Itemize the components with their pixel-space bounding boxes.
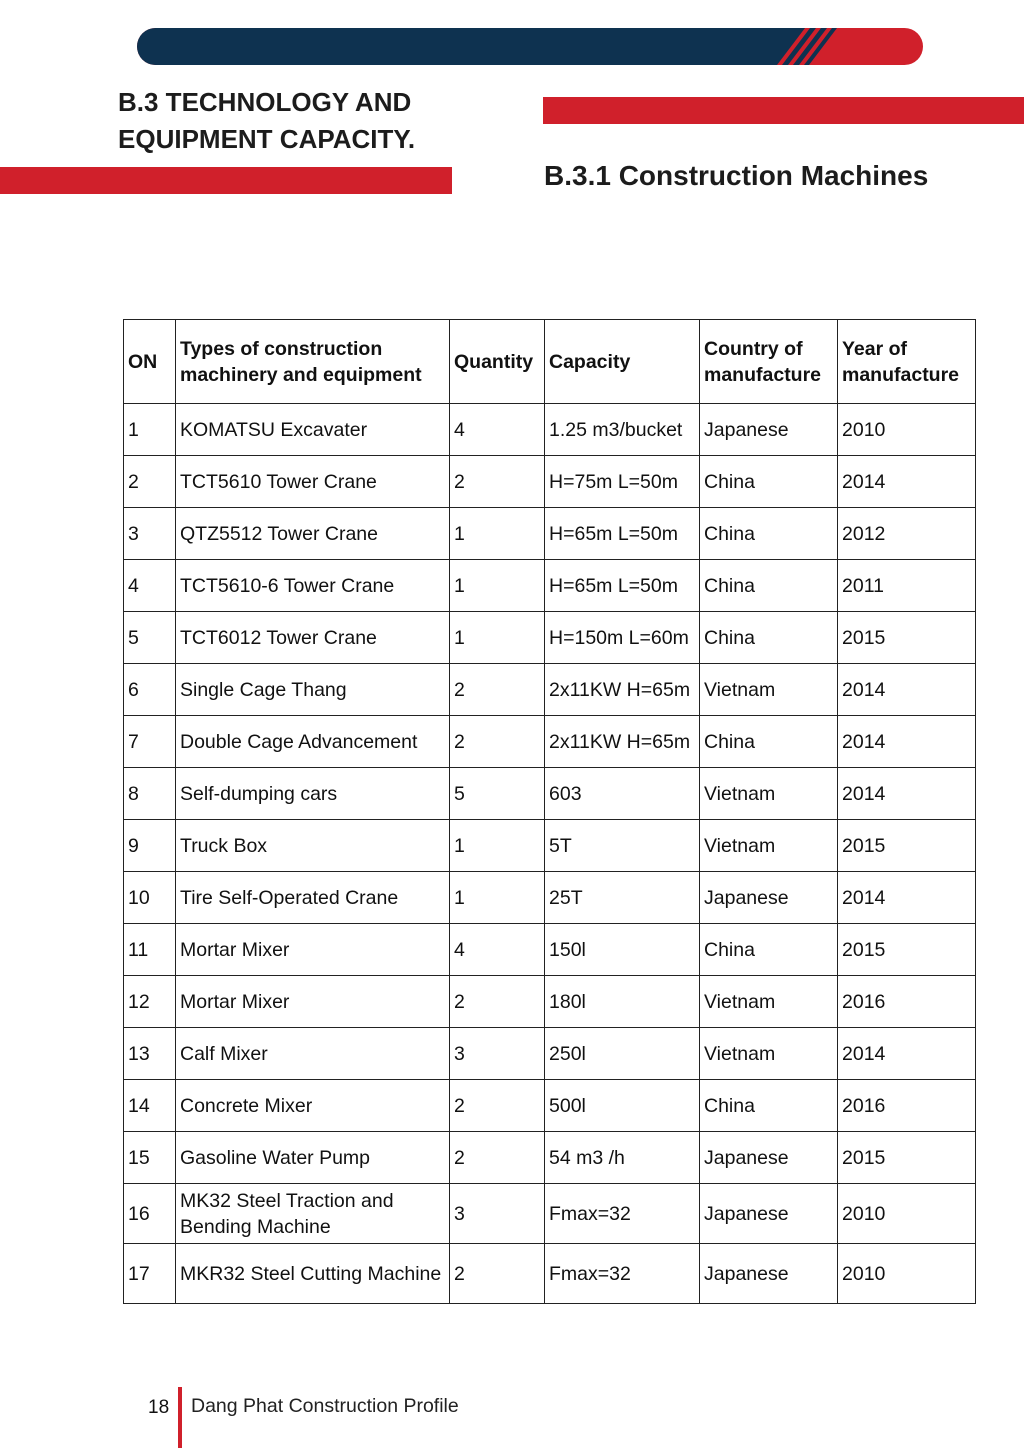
cell-capacity: 54 m3 /h bbox=[545, 1132, 700, 1184]
cell-country: Vietnam bbox=[700, 768, 838, 820]
header-quantity: Quantity bbox=[450, 320, 545, 404]
cell-capacity: H=75m L=50m bbox=[545, 456, 700, 508]
red-accent-bar-left bbox=[0, 167, 452, 194]
cell-capacity: 2x11KW H=65m bbox=[545, 664, 700, 716]
cell-country: Vietnam bbox=[700, 1028, 838, 1080]
cell-year: 2014 bbox=[838, 456, 976, 508]
table-row bbox=[124, 1028, 976, 1080]
cell-year: 2011 bbox=[838, 560, 976, 612]
cell-type: Tire Self-Operated Crane bbox=[176, 872, 450, 924]
cell-type: Self-dumping cars bbox=[176, 768, 450, 820]
header-year: Year of manufacture bbox=[838, 320, 976, 404]
cell-country: China bbox=[700, 456, 838, 508]
table-row bbox=[124, 1132, 976, 1184]
cell-on: 2 bbox=[124, 456, 176, 508]
cell-on: 9 bbox=[124, 820, 176, 872]
cell-on: 6 bbox=[124, 664, 176, 716]
cell-on: 14 bbox=[124, 1080, 176, 1132]
header-on: ON bbox=[124, 320, 176, 404]
cell-quantity: 2 bbox=[450, 1080, 545, 1132]
cell-year: 2014 bbox=[838, 1028, 976, 1080]
footer-title: Dang Phat Construction Profile bbox=[191, 1395, 459, 1417]
cell-type: Truck Box bbox=[176, 820, 450, 872]
cell-quantity: 3 bbox=[450, 1028, 545, 1080]
cell-type: Calf Mixer bbox=[176, 1028, 450, 1080]
header-type: Types of construction machinery and equipment bbox=[176, 320, 450, 404]
table-row bbox=[124, 924, 976, 976]
cell-capacity: 1.25 m3/bucket bbox=[545, 404, 700, 456]
cell-capacity: 5T bbox=[545, 820, 700, 872]
cell-on: 16 bbox=[124, 1184, 176, 1244]
cell-country: China bbox=[700, 560, 838, 612]
cell-year: 2014 bbox=[838, 664, 976, 716]
cell-capacity: 150l bbox=[545, 924, 700, 976]
cell-on: 17 bbox=[124, 1244, 176, 1304]
cell-quantity: 2 bbox=[450, 976, 545, 1028]
cell-country: Japanese bbox=[700, 1184, 838, 1244]
cell-quantity: 1 bbox=[450, 872, 545, 924]
cell-quantity: 4 bbox=[450, 404, 545, 456]
cell-type: TCT5610-6 Tower Crane bbox=[176, 560, 450, 612]
cell-type: Concrete Mixer bbox=[176, 1080, 450, 1132]
cell-year: 2015 bbox=[838, 924, 976, 976]
cell-quantity: 2 bbox=[450, 1244, 545, 1304]
cell-country: China bbox=[700, 508, 838, 560]
table-header-row bbox=[124, 320, 976, 404]
cell-year: 2014 bbox=[838, 716, 976, 768]
cell-country: Vietnam bbox=[700, 664, 838, 716]
cell-capacity: 180l bbox=[545, 976, 700, 1028]
cell-quantity: 4 bbox=[450, 924, 545, 976]
cell-on: 15 bbox=[124, 1132, 176, 1184]
table-row bbox=[124, 716, 976, 768]
cell-year: 2012 bbox=[838, 508, 976, 560]
cell-country: China bbox=[700, 716, 838, 768]
cell-year: 2010 bbox=[838, 1244, 976, 1304]
table-row bbox=[124, 1184, 976, 1244]
cell-on: 1 bbox=[124, 404, 176, 456]
cell-quantity: 2 bbox=[450, 456, 545, 508]
cell-country: Japanese bbox=[700, 1132, 838, 1184]
cell-quantity: 2 bbox=[450, 664, 545, 716]
cell-country: China bbox=[700, 1080, 838, 1132]
cell-country: China bbox=[700, 924, 838, 976]
cell-year: 2010 bbox=[838, 404, 976, 456]
cell-country: Japanese bbox=[700, 1244, 838, 1304]
table-row bbox=[124, 404, 976, 456]
cell-year: 2014 bbox=[838, 768, 976, 820]
cell-year: 2015 bbox=[838, 820, 976, 872]
cell-year: 2015 bbox=[838, 612, 976, 664]
equipment-table bbox=[123, 319, 976, 1304]
cell-year: 2016 bbox=[838, 1080, 976, 1132]
cell-capacity: H=150m L=60m bbox=[545, 612, 700, 664]
cell-type: Mortar Mixer bbox=[176, 924, 450, 976]
table-row bbox=[124, 664, 976, 716]
table-row bbox=[124, 1080, 976, 1132]
cell-capacity: 2x11KW H=65m bbox=[545, 716, 700, 768]
table-row bbox=[124, 560, 976, 612]
header-capacity: Capacity bbox=[545, 320, 700, 404]
table-row bbox=[124, 768, 976, 820]
cell-country: China bbox=[700, 612, 838, 664]
cell-capacity: 500l bbox=[545, 1080, 700, 1132]
table-row bbox=[124, 612, 976, 664]
header-country: Country of manufacture bbox=[700, 320, 838, 404]
page-number: 18 bbox=[148, 1397, 170, 1418]
cell-quantity: 2 bbox=[450, 716, 545, 768]
cell-on: 8 bbox=[124, 768, 176, 820]
subsection-title: B.3.1 Construction Machines bbox=[544, 160, 929, 191]
cell-type: TCT6012 Tower Crane bbox=[176, 612, 450, 664]
cell-quantity: 2 bbox=[450, 1132, 545, 1184]
cell-type: Mortar Mixer bbox=[176, 976, 450, 1028]
cell-type: KOMATSU Excavater bbox=[176, 404, 450, 456]
cell-type: QTZ5512 Tower Crane bbox=[176, 508, 450, 560]
cell-on: 7 bbox=[124, 716, 176, 768]
cell-capacity: Fmax=32 bbox=[545, 1244, 700, 1304]
cell-on: 11 bbox=[124, 924, 176, 976]
cell-on: 10 bbox=[124, 872, 176, 924]
cell-on: 12 bbox=[124, 976, 176, 1028]
cell-country: Japanese bbox=[700, 872, 838, 924]
table-row bbox=[124, 1244, 976, 1304]
table-row bbox=[124, 872, 976, 924]
section-title: B.3 TECHNOLOGY AND EQUIPMENT CAPACITY. bbox=[118, 87, 416, 154]
footer-divider bbox=[178, 1387, 182, 1448]
cell-quantity: 1 bbox=[450, 612, 545, 664]
table-row bbox=[124, 820, 976, 872]
cell-country: Vietnam bbox=[700, 820, 838, 872]
cell-country: Vietnam bbox=[700, 976, 838, 1028]
cell-year: 2014 bbox=[838, 872, 976, 924]
cell-type: MK32 Steel Traction and Bending Machine bbox=[176, 1184, 450, 1244]
cell-year: 2015 bbox=[838, 1132, 976, 1184]
cell-capacity: 603 bbox=[545, 768, 700, 820]
table-row bbox=[124, 976, 976, 1028]
cell-capacity: H=65m L=50m bbox=[545, 560, 700, 612]
cell-capacity: 250l bbox=[545, 1028, 700, 1080]
cell-on: 13 bbox=[124, 1028, 176, 1080]
cell-quantity: 1 bbox=[450, 560, 545, 612]
cell-capacity: 25T bbox=[545, 872, 700, 924]
cell-quantity: 5 bbox=[450, 768, 545, 820]
cell-quantity: 1 bbox=[450, 508, 545, 560]
cell-on: 4 bbox=[124, 560, 176, 612]
cell-capacity: Fmax=32 bbox=[545, 1184, 700, 1244]
red-accent-bar-right bbox=[543, 97, 1024, 124]
cell-quantity: 1 bbox=[450, 820, 545, 872]
cell-type: TCT5610 Tower Crane bbox=[176, 456, 450, 508]
cell-country: Japanese bbox=[700, 404, 838, 456]
header-decorative-bar bbox=[137, 28, 923, 65]
cell-type: Gasoline Water Pump bbox=[176, 1132, 450, 1184]
cell-type: Double Cage Advancement bbox=[176, 716, 450, 768]
cell-capacity: H=65m L=50m bbox=[545, 508, 700, 560]
cell-type: Single Cage Thang bbox=[176, 664, 450, 716]
table-row bbox=[124, 456, 976, 508]
table-row bbox=[124, 508, 976, 560]
cell-on: 5 bbox=[124, 612, 176, 664]
cell-type: MKR32 Steel Cutting Machine bbox=[176, 1244, 450, 1304]
cell-year: 2016 bbox=[838, 976, 976, 1028]
cell-year: 2010 bbox=[838, 1184, 976, 1244]
cell-quantity: 3 bbox=[450, 1184, 545, 1244]
cell-on: 3 bbox=[124, 508, 176, 560]
